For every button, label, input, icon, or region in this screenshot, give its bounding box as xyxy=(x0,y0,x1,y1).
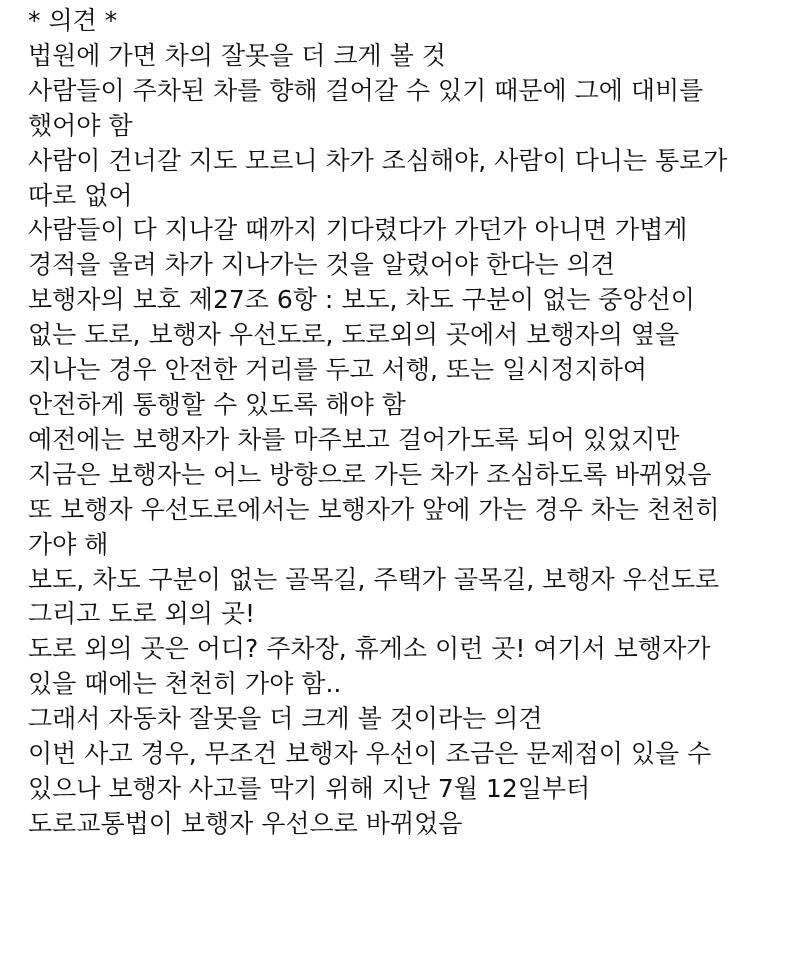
text-line: 보행자의 보호 제27조 6항 : 보도, 차도 구분이 없는 중앙선이 xyxy=(28,285,695,315)
text-line: 그래서 자동차 잘못을 더 크게 볼 것이라는 의견 xyxy=(28,704,543,734)
text-line: 예전에는 보행자가 차를 마주보고 걸어가도록 되어 있었지만 xyxy=(28,424,680,454)
text-line: 안전하게 통행할 수 있도록 해야 함 xyxy=(28,389,406,419)
text-line: 이번 사고 경우, 무조건 보행자 우선이 조금은 문제점이 있을 수 xyxy=(28,739,712,769)
text-line: 법원에 가면 차의 잘못을 더 크게 볼 것 xyxy=(28,40,446,70)
text-line: 없는 도로, 보행자 우선도로, 도로외의 곳에서 보행자의 옆을 xyxy=(28,320,680,350)
heading-opinion: * 의견 * xyxy=(28,6,118,35)
text-line: 했어야 함 xyxy=(28,110,133,140)
text-line: 경적을 울려 차가 지나가는 것을 알렸어야 한다는 의견 xyxy=(28,250,615,280)
text-line: 도로교통법이 보행자 우선으로 바뀌었음 xyxy=(28,808,463,838)
text-line: 사람이 건너갈 지도 모르니 차가 조심해야, 사람이 다니는 통로가 xyxy=(28,145,728,175)
text-line: 따로 없어 xyxy=(28,180,133,210)
text-line: 지금은 보행자는 어느 방향으로 가든 차가 조심하도록 바뀌었음 xyxy=(28,459,712,489)
text-line: 그리고 도로 외의 곳! xyxy=(28,599,256,629)
text-line: 있으나 보행자 사고를 막기 위해 지난 7월 12일부터 xyxy=(28,773,591,803)
text-line: 보도, 차도 구분이 없는 골목길, 주택가 골목길, 보행자 우선도로 xyxy=(28,564,720,594)
text-line: 지나는 경우 안전한 거리를 두고 서행, 또는 일시정지하여 xyxy=(28,355,648,385)
text-line: 사람들이 다 지나갈 때까지 기다렸다가 가던가 아니면 가볍게 xyxy=(28,215,688,245)
text-line: 도로 외의 곳은 어디? 주차장, 휴게소 이런 곳! 여기서 보행자가 xyxy=(28,634,711,664)
document-body xyxy=(28,4,788,842)
text-line: 사람들이 주차된 차를 향해 걸어갈 수 있기 때문에 그에 대비를 xyxy=(28,75,704,105)
text-line: 있을 때에는 천천히 가야 함.. xyxy=(28,669,342,699)
text-line: 또 보행자 우선도로에서는 보행자가 앞에 가는 경우 차는 천천히 xyxy=(28,494,720,524)
text-line: 가야 해 xyxy=(28,529,109,559)
